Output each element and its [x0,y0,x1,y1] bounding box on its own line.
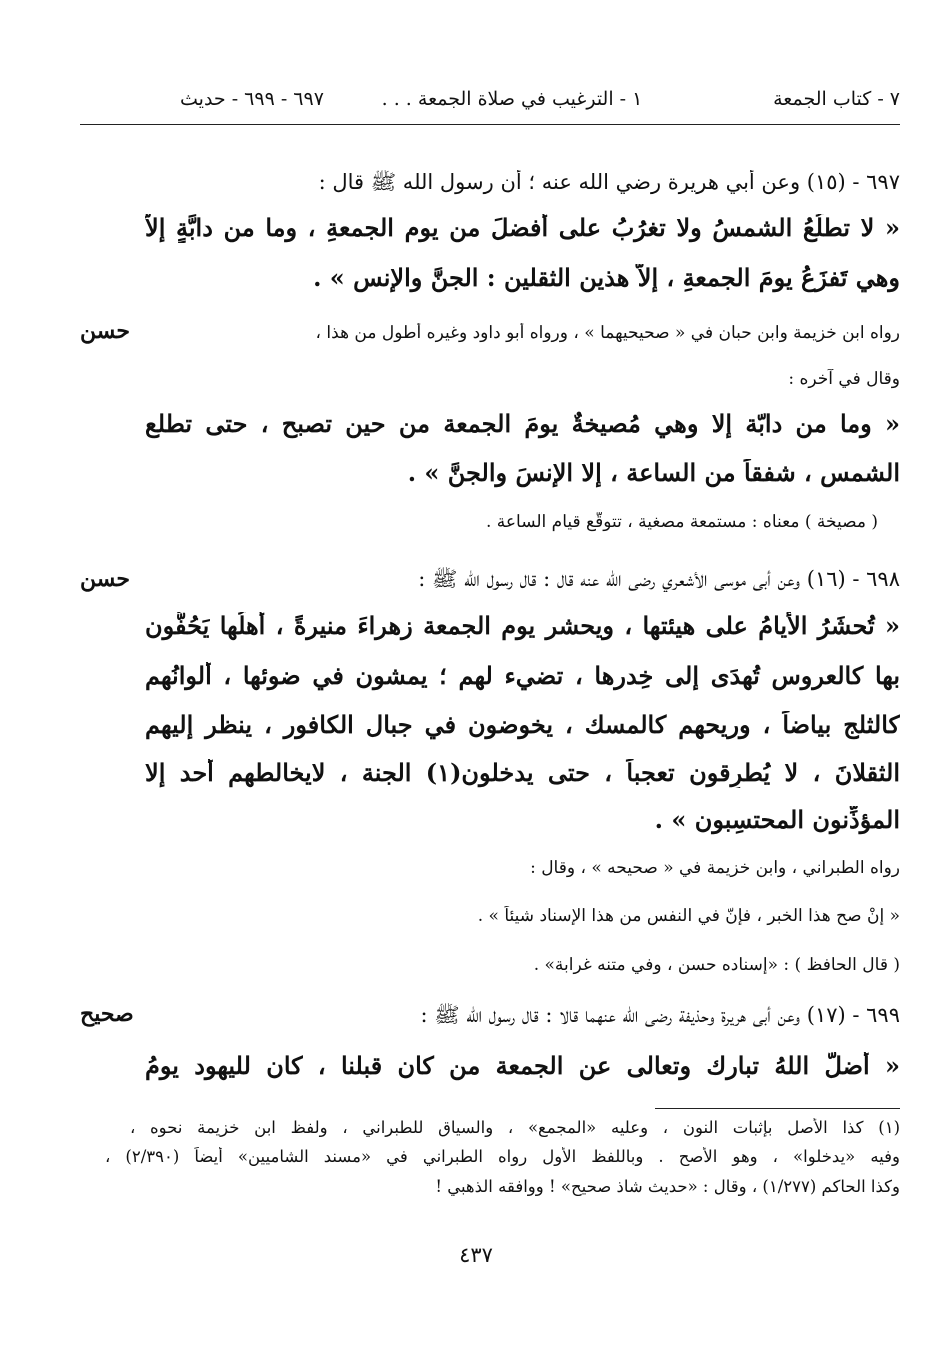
hadith-698-hafiz: ( قال الحافظ ) : «إسناده حسن ، وفي متنه غرابة» . [533,955,900,975]
hadith-697-matn-line-3: « وما من دابّة إلا وهي مُصيخةٌ يومَ الجمعة من حين تصبح ، حتى تطلع [145,410,900,438]
hadith-699-matn-line-1: « أضلَّ اللهُ تبارك وتعالى عن الجمعة من كان قبلنا ، كان لليهود يومُ [145,1052,900,1080]
footnote-line-3: وكذا الحاكم (١/٢٧٧) ، وقال : «حديث شاذ صحيح» ! ووافقه الذهبي ! [435,1177,900,1196]
hadith-698-quote: « إنْ صح هذا الخبر ، فإنّ في النفس من هذا الإسناد شيئاً » . [477,906,900,926]
header-chapter: ٧ - كتاب الجمعة [773,88,900,110]
hadith-697-matn-line-4: الشمس ، شفقاً من الساعة ، إلا الإنسَ والجنَّ » . [407,459,900,487]
hadith-697-matn-line-2: وهي تَفزَعُ يومَ الجمعةِ ، إلاّ هذين الثقلين : الجنَّ والإنس » . [313,264,900,292]
header-hadith-range: ٦٩٧ - ٦٩٩ - حديث [180,88,324,110]
hadith-698-matn-line-1: « تُحشَرُ الأيامُ على هيئتها ، ويحشر يوم الجمعة زهراءَ منيرةً ، أهلُها يَحُفُّون [145,612,900,640]
hadith-699-intro: ٦٩٩ - (١٧) وعن أبي هريرة وحذيفة رضي الله عنهما قالا : قال رسول الله ﷺ : [420,1003,900,1027]
header-rule [80,124,900,125]
hadith-697-takhrij-2: وقال في آخره : [788,369,900,389]
footnote-rule [655,1108,900,1109]
hadith-698-intro: ٦٩٨ - (١٦) وعن أبي موسى الأشعري رضي الله عنه قال : قال رسول الله ﷺ : [418,567,900,591]
hadith-698-matn-line-5: المؤذِّنون المحتسِبون » . [654,806,900,834]
hadith-698-matn-line-3: كالثلج بياضاً ، وريحهم كالمسك ، يخوضون في جبال الكافور ، ينظر إليهم [145,711,900,739]
hadith-698-matn-line-2: بها كالعروس تُهدَى إلى خِدرها ، تضيء لهم ؛ يمشون في ضوئها ، ألوانُهم [145,662,900,690]
hadith-699-grade: صحيح [80,1001,134,1027]
hadith-697-takhrij: رواه ابن خزيمة وابن حبان في « صحيحيهما » ، ورواه أبو داود وغيره أطول من هذا ، [315,323,900,343]
hadith-698-matn-line-4: الثقلانَ ، لا يُطرِقون تعجباً ، حتى يدخلون(١) الجنة ، لايخالطهم أحد إلا [145,759,900,787]
hadith-697-intro: ٦٩٧ - (١٥) وعن أبي هريرة رضي الله عنه ؛ أن رسول الله ﷺ قال : [318,170,900,194]
hadith-698-grade: حسن [80,566,130,592]
page-number: ٤٣٧ [459,1243,493,1267]
footnote-line-1: (١) كذا الأصل بإثبات النون ، وعليه «المجمع» ، والسياق للطبراني ، ولفظ ابن خزيمة نحوه ، [130,1118,900,1137]
footnote-line-2: وفيه «يدخلوا» ، وهو الأصح . وباللفظ الأول رواه الطبراني في «مسند الشاميين» أيضاً (٢/٣٩٠) ، [105,1147,900,1166]
hadith-697-gloss: ( مصيخة ) معناه : مستمعة مصغية ، تتوقّع قيام الساعة . [485,512,878,532]
hadith-697-grade: حسن [80,318,130,344]
hadith-697-matn-line-1: « لا تطلُعُ الشمسُ ولا تغرُبُ على أفضلَ من يوم الجمعةِ ، وما من دابَّةٍ إلاَّ [145,214,900,242]
header-section: ١ - الترغيب في صلاة الجمعة . . . [381,88,643,110]
hadith-698-takhrij: رواه الطبراني ، وابن خزيمة في « صحيحه » ، وقال : [530,858,900,878]
